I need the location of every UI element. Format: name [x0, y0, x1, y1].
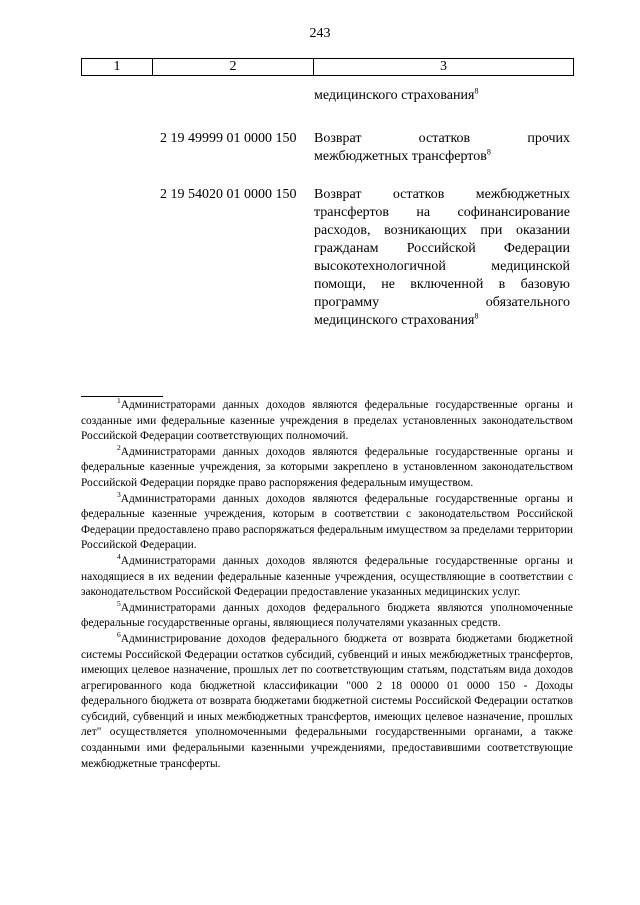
description-line: Возврат остатков прочих	[314, 131, 570, 146]
footnote-ref: 8	[474, 86, 479, 96]
description-line: расходов, возникающих при оказании	[314, 223, 570, 238]
page-number: 243	[309, 26, 331, 41]
description-line: высокотехнологичной медицинской	[314, 259, 570, 274]
description-line: помощи, не включенной в базовую	[314, 277, 570, 292]
revenue-description	[314, 130, 570, 166]
description-line: Возврат остатков межбюджетных	[314, 187, 570, 202]
description-line: медицинского страхования$^8$	[314, 311, 479, 328]
footnote: $^3$Администраторами данных доходов являются федеральные государственные органы и федеральные казенные учреждения, которым в соответствии с законодательством Российской Федерации предоставлено право распоряжаться федеральным имуществом за пределами территории Российской Федерации.	[81, 489, 573, 552]
column-number-1: 1	[82, 59, 153, 75]
footnote: $^5$Администраторами данных доходов федерального бюджета являются уполномоченные федеральные государственные органы, являющиеся получателями указанных средств.	[81, 598, 573, 630]
footnote: $^4$Администраторами данных доходов являются федеральные государственные органы и находящиеся в их ведении федеральные казенные учреждения, осуществляющие в соответствии с законодательством Российской Федерации предоставление указанных медицинских услуг.	[81, 552, 573, 599]
footnote: $^1$Администраторами данных доходов являются федеральные государственные органы и созданные ими федеральные казенные учреждения в пределах установленных законодательством Российской Федерации соответствующих полномочий.	[81, 396, 573, 443]
description-line: трансфертов на софинансирование	[314, 205, 570, 220]
footnote: $^2$Администраторами данных доходов являются федеральные государственные органы и федеральные казенные учреждения, за которыми закреплено в установленном законодательством Российской Федерации порядке право распоряжения федеральным имуществом.	[81, 442, 573, 489]
revenue-description	[314, 186, 570, 330]
footnote-separator	[81, 396, 163, 397]
description-line: межбюджетных трансфертов$^8$	[314, 147, 491, 164]
description-line: программу обязательного	[314, 295, 570, 310]
description-line: гражданам Российской Федерации	[314, 241, 570, 256]
footnote-ref: 8	[486, 147, 491, 157]
footnotes	[81, 398, 573, 772]
budget-code: 2 19 49999 01 0000 150	[160, 131, 297, 146]
table-column-header	[81, 58, 574, 76]
description-line: медицинского страхования$^8$	[314, 86, 479, 103]
column-number-2: 2	[153, 59, 314, 75]
revenue-description	[314, 87, 570, 105]
budget-code: 2 19 54020 01 0000 150	[160, 187, 297, 202]
footnote-ref: 8	[474, 311, 479, 321]
footnote: $^6$Администрирование доходов федерального бюджета от возврата бюджетами бюджетной системы Российской Федерации остатков субсидий, субвенций и иных межбюджетных трансфертов, имеющих целевое назначение, прошлых лет по соответствующим статьям, подстатьям вида доходов агрегированного кода бюджетной классификации "000 2 18 00000 01 0000 150 - Доходы федерального бюджета от возврата бюджетами бюджетной системы Российской Федерации остатков субсидий, субвенций и иных межбюджетных трансфертов, имеющих целевое назначение, прошлых лет" осуществляется уполномоченными федеральными государственными органами, а также созданными ими федеральными казенными учреждениями, предоставившими соответствующие межбюджетные трансферты.	[81, 630, 573, 770]
column-number-3: 3	[440, 59, 447, 74]
